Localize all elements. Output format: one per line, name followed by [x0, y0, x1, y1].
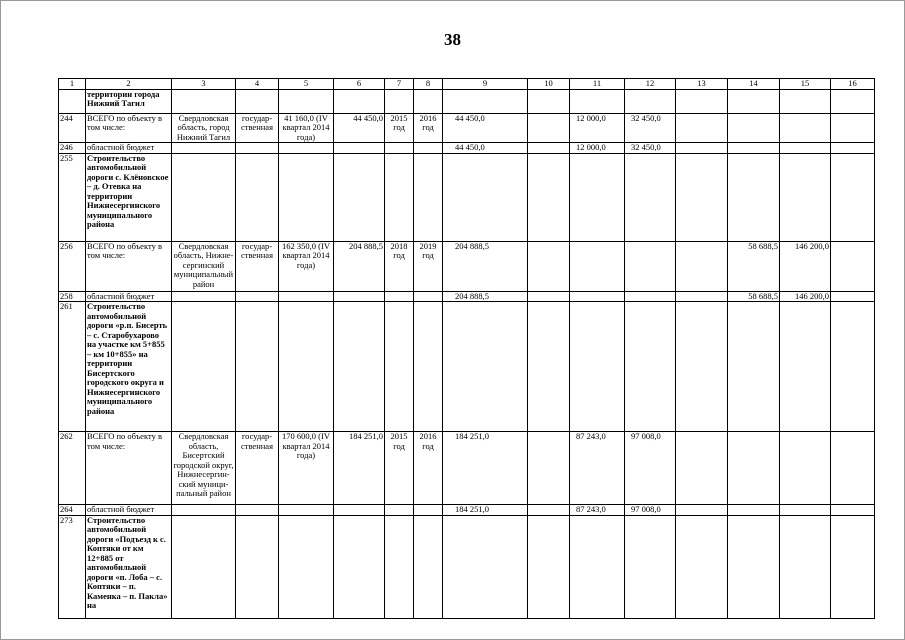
table-cell	[831, 302, 875, 432]
table-cell: территории города Нижний Тагил	[86, 89, 172, 113]
table-cell	[528, 432, 570, 505]
table-cell	[728, 515, 780, 618]
table-cell	[780, 515, 831, 618]
table-row	[59, 113, 875, 143]
table-cell: 204 888,5	[443, 291, 528, 302]
table-cell	[831, 515, 875, 618]
table-cell: 12 000,0	[570, 143, 625, 154]
table-cell: 32 450,0	[625, 143, 676, 154]
table-cell: 262	[59, 432, 86, 505]
table-cell: 58 688,5	[728, 291, 780, 302]
table-cell	[728, 505, 780, 516]
table-cell	[831, 291, 875, 302]
column-header: 5	[279, 79, 334, 90]
table-cell	[334, 291, 385, 302]
column-header: 2	[86, 79, 172, 90]
table-cell	[831, 113, 875, 143]
budget-table	[58, 78, 875, 619]
table-cell	[528, 515, 570, 618]
table-cell	[236, 515, 279, 618]
column-header: 1	[59, 79, 86, 90]
table-cell	[385, 515, 414, 618]
table-cell	[334, 505, 385, 516]
table-cell: 204 888,5	[334, 241, 385, 291]
table-cell: 261	[59, 302, 86, 432]
table-cell: 97 008,0	[625, 432, 676, 505]
table-cell	[676, 89, 728, 113]
table-cell: 44 450,0	[334, 113, 385, 143]
table-cell: областной бюджет	[86, 505, 172, 516]
table-cell	[831, 153, 875, 241]
table-cell	[570, 515, 625, 618]
table-cell: государ-ственная	[236, 113, 279, 143]
table-cell: государ-ственная	[236, 241, 279, 291]
table-cell	[625, 241, 676, 291]
table-cell	[443, 153, 528, 241]
table-cell: 58 688,5	[728, 241, 780, 291]
table-row	[59, 291, 875, 302]
table-cell	[676, 241, 728, 291]
column-header: 3	[172, 79, 236, 90]
table-cell: областной бюджет	[86, 143, 172, 154]
table-cell: 2019 год	[414, 241, 443, 291]
table-cell	[625, 89, 676, 113]
table-cell: 2015 год	[385, 113, 414, 143]
table-cell	[414, 291, 443, 302]
table-cell	[528, 113, 570, 143]
table-cell	[334, 153, 385, 241]
table-cell: ВСЕГО по объекту в том числе:	[86, 113, 172, 143]
table-cell: 258	[59, 291, 86, 302]
table-cell: 184 251,0	[443, 432, 528, 505]
table-cell	[676, 302, 728, 432]
table-cell	[831, 89, 875, 113]
table-cell	[780, 432, 831, 505]
column-header: 8	[414, 79, 443, 90]
column-header: 6	[334, 79, 385, 90]
table-cell	[443, 89, 528, 113]
table-cell	[385, 89, 414, 113]
table-cell	[570, 89, 625, 113]
table-cell	[172, 505, 236, 516]
table-cell: ВСЕГО по объекту в том числе:	[86, 241, 172, 291]
table-cell: 2018 год	[385, 241, 414, 291]
table-cell	[780, 505, 831, 516]
table-cell	[236, 291, 279, 302]
table-cell	[172, 515, 236, 618]
table-cell	[728, 143, 780, 154]
table-cell	[831, 432, 875, 505]
table-cell	[385, 505, 414, 516]
table-cell	[570, 302, 625, 432]
page-number: 38	[444, 30, 461, 49]
column-header: 13	[676, 79, 728, 90]
table-cell: 32 450,0	[625, 113, 676, 143]
table-cell	[334, 143, 385, 154]
table-cell	[528, 241, 570, 291]
table-cell	[676, 432, 728, 505]
table-cell	[385, 302, 414, 432]
column-header: 4	[236, 79, 279, 90]
column-header: 14	[728, 79, 780, 90]
table-cell: ВСЕГО по объекту в том числе:	[86, 432, 172, 505]
table-cell	[334, 515, 385, 618]
table-cell	[414, 515, 443, 618]
table-cell	[334, 302, 385, 432]
column-header: 9	[443, 79, 528, 90]
table-cell: 162 350,0 (IV квартал 2014 года)	[279, 241, 334, 291]
table-cell	[414, 153, 443, 241]
table-cell	[172, 143, 236, 154]
table-cell	[279, 153, 334, 241]
column-header: 16	[831, 79, 875, 90]
table-cell	[236, 302, 279, 432]
table-cell: 184 251,0	[443, 505, 528, 516]
table-cell: 87 243,0	[570, 505, 625, 516]
column-header: 7	[385, 79, 414, 90]
table-cell: 246	[59, 143, 86, 154]
table-row	[59, 89, 875, 113]
table-cell	[236, 143, 279, 154]
table-cell	[443, 302, 528, 432]
table-cell	[59, 89, 86, 113]
table-cell	[570, 241, 625, 291]
table-cell: 256	[59, 241, 86, 291]
table-cell: 97 008,0	[625, 505, 676, 516]
table-row	[59, 143, 875, 154]
table-cell: 170 600,0 (IV квартал 2014 года)	[279, 432, 334, 505]
table-cell	[279, 505, 334, 516]
table-cell	[236, 153, 279, 241]
table-cell	[279, 143, 334, 154]
column-header: 11	[570, 79, 625, 90]
table-cell: 2015 год	[385, 432, 414, 505]
table-cell	[528, 153, 570, 241]
table-cell	[728, 89, 780, 113]
table-cell	[676, 143, 728, 154]
table-cell	[625, 291, 676, 302]
table-cell	[414, 302, 443, 432]
table-row	[59, 515, 875, 618]
table-cell: Свердловская область, Бисертский городской округ, Нижнесергин-ский муници-пальный район	[172, 432, 236, 505]
table-cell: Свердловская область, Нижне-сергинский муниципальный район	[172, 241, 236, 291]
table-cell	[528, 291, 570, 302]
table-cell	[443, 515, 528, 618]
table-cell	[780, 89, 831, 113]
table-cell	[172, 153, 236, 241]
table-cell: 255	[59, 153, 86, 241]
table-cell	[676, 153, 728, 241]
table-cell: 184 251,0	[334, 432, 385, 505]
table-row	[59, 505, 875, 516]
table-cell	[279, 515, 334, 618]
table-cell: 2016 год	[414, 432, 443, 505]
table-cell	[279, 302, 334, 432]
table-cell: 273	[59, 515, 86, 618]
table-cell	[172, 89, 236, 113]
table-cell	[831, 143, 875, 154]
table-cell	[625, 153, 676, 241]
table-cell: 244	[59, 113, 86, 143]
table-cell: Свердловская область, город Нижний Тагил	[172, 113, 236, 143]
column-header: 10	[528, 79, 570, 90]
table-cell	[676, 113, 728, 143]
table-cell	[385, 153, 414, 241]
column-header: 12	[625, 79, 676, 90]
table-cell: 44 450,0	[443, 113, 528, 143]
table-cell: 2016 год	[414, 113, 443, 143]
table-cell: государ-ственная	[236, 432, 279, 505]
table-cell	[414, 505, 443, 516]
table-cell	[334, 89, 385, 113]
table-cell	[528, 89, 570, 113]
table-row	[59, 432, 875, 505]
table-cell	[625, 302, 676, 432]
table-cell	[831, 505, 875, 516]
table-cell	[385, 143, 414, 154]
table-cell	[172, 302, 236, 432]
table-cell: областной бюджет	[86, 291, 172, 302]
table-row	[59, 241, 875, 291]
table-cell	[528, 505, 570, 516]
table-cell	[780, 143, 831, 154]
table-cell	[780, 302, 831, 432]
table-cell	[279, 89, 334, 113]
table-cell: 12 000,0	[570, 113, 625, 143]
table-cell	[780, 113, 831, 143]
table-cell: 146 200,0	[780, 291, 831, 302]
table-cell: 146 200,0	[780, 241, 831, 291]
table-cell	[728, 302, 780, 432]
table-row	[59, 302, 875, 432]
table-row	[59, 153, 875, 241]
table-cell	[236, 505, 279, 516]
table-cell	[528, 302, 570, 432]
table-cell	[172, 291, 236, 302]
table-cell	[780, 153, 831, 241]
column-header: 15	[780, 79, 831, 90]
table-cell	[528, 143, 570, 154]
table-cell	[279, 291, 334, 302]
table-cell	[570, 291, 625, 302]
table-cell: 44 450,0	[443, 143, 528, 154]
table-cell: 204 888,5	[443, 241, 528, 291]
table-cell: 41 160,0 (IV квартал 2014 года)	[279, 113, 334, 143]
table-cell	[414, 89, 443, 113]
table-cell	[728, 113, 780, 143]
table-cell	[236, 89, 279, 113]
table-cell	[414, 143, 443, 154]
table-cell: Строительство автомобильной дороги с. Клёновское – д. Отевка на территории Нижнесергинского муниципального района	[86, 153, 172, 241]
header-row	[59, 79, 875, 90]
table-cell	[676, 515, 728, 618]
table-cell: 87 243,0	[570, 432, 625, 505]
table-cell	[625, 515, 676, 618]
table-cell	[728, 153, 780, 241]
table-cell	[728, 432, 780, 505]
table-cell: Строительство автомобильной дороги «р.п. Бисерть – с. Старобухарово на участке км 5+855 – км 10+855» на территории Бисертского городского округа и Нижнесергинского муниципального района	[86, 302, 172, 432]
table-cell	[570, 153, 625, 241]
table-cell: 264	[59, 505, 86, 516]
table-cell	[676, 505, 728, 516]
table-cell	[676, 291, 728, 302]
table-cell	[385, 291, 414, 302]
table-cell: Строительство автомобильной дороги «Подъезд к с. Коптяки от км 12+885 от автомобильной дороги «п. Лоба – с. Коптяки – п. Каменка – п. Пакла» на	[86, 515, 172, 618]
table-cell	[831, 241, 875, 291]
